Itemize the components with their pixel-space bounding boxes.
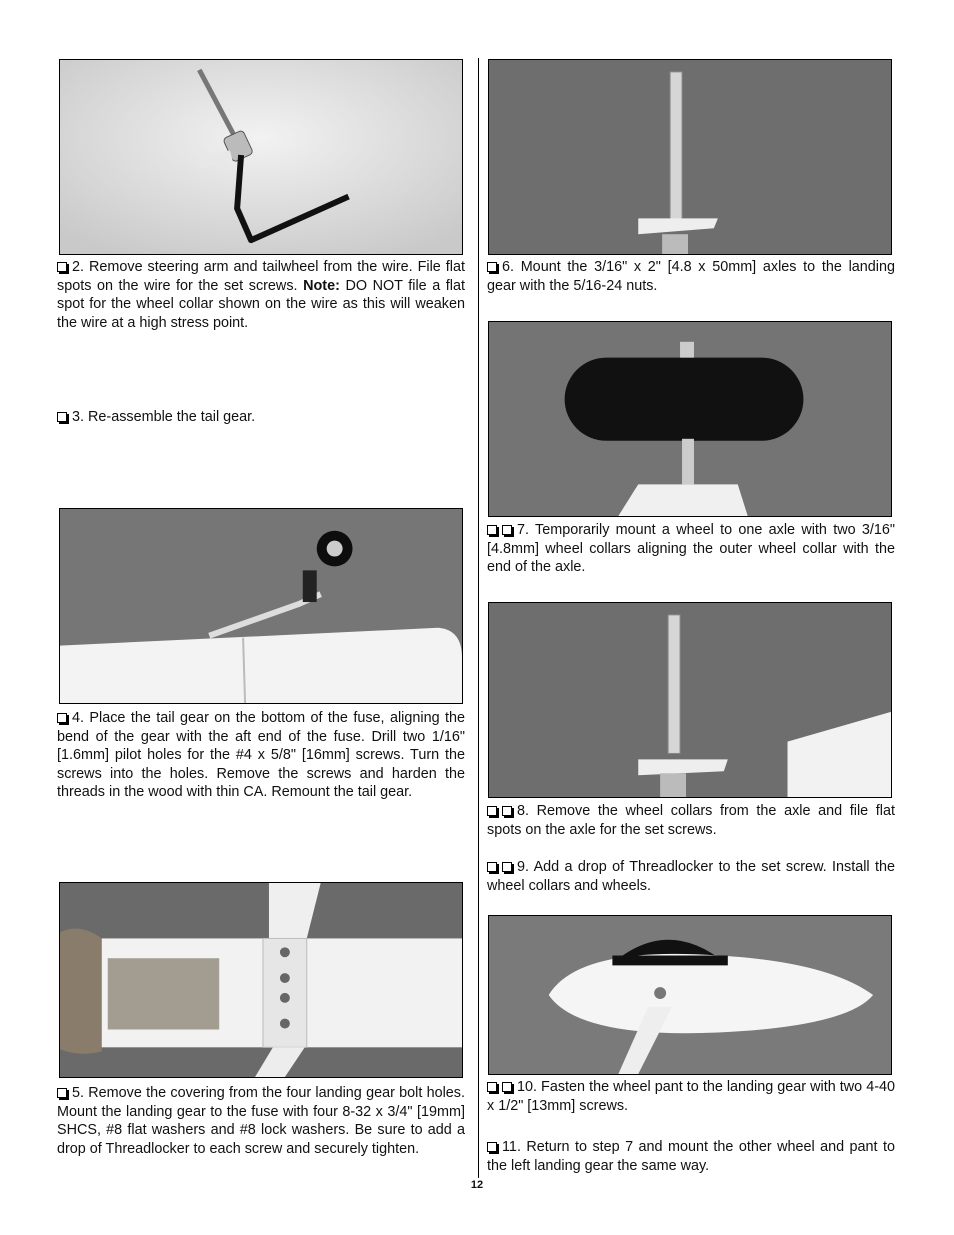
step-5-text: 5. Remove the covering from the four landing gear bolt holes. Mount the landing gear to the fuse with four 8-32 x 3/4" [19mm] SHCS, #8 flat washers and #8 lock washers. Be sure to add a drop of Threadlocker to each screw and securely tighten. [57,1085,465,1157]
checkbox[interactable] [57,1088,67,1098]
step-4-text: 4. Place the tail gear on the bottom of the fuse, aligning the bend of the gear with the aft end of the fuse. Drill two 1/16" [1.6mm] pilot holes for the #4 x 5/8" [16mm] screws. Turn the screws into the holes. Remove the screws and harden the threads in the wood with thin CA. Remount the tail gear. [57,710,465,800]
checkbox[interactable] [502,862,512,872]
checkbox[interactable] [487,862,497,872]
step-9-text: 9. Add a drop of Threadlocker to the set screw. Install the wheel collars and wheels. [487,859,895,894]
checkbox[interactable] [487,525,497,535]
photo-wheel-pant [488,915,892,1075]
step-7-text: 7. Temporarily mount a wheel to one axle with two 3/16" [4.8mm] wheel collars aligning the outer wheel collar with the end of the axle. [487,522,895,575]
step-8-text: 8. Remove the wheel collars from the axle and file flat spots on the axle for the set screws. [487,803,895,838]
checkbox[interactable] [487,1142,497,1152]
checkbox[interactable] [57,412,67,422]
step-10-text: 10. Fasten the wheel pant to the landing gear with two 4-40 x 1/2" [13mm] screws. [487,1079,895,1114]
photo-wheel-on-axle [488,321,892,517]
step-2-text: 2. Remove steering arm and tailwheel from the wire. File flat spots on the wire for the set screws. Note: DO NOT file a flat spot for the wheel collar shown on the wire as this will weaken the wire at a high stress point. [57,259,466,331]
step-11-text: 11. Return to step 7 and mount the other wheel and pant to the left landing gear the same way. [487,1139,895,1174]
step-3-text: 3. Re-assemble the tail gear. [57,408,465,427]
column-divider [478,58,479,1178]
photo-landing-gear-fuse [59,882,463,1078]
photo-axle-mounted [488,59,892,255]
checkbox[interactable] [487,1082,497,1092]
checkbox[interactable] [57,262,67,272]
checkbox[interactable] [487,806,497,816]
page-number: 12 [470,1179,484,1191]
photo-tailgear-wire [59,59,463,255]
step-6-text: 6. Mount the 3/16" x 2" [4.8 x 50mm] axles to the landing gear with the 5/16-24 nuts. [487,259,895,294]
checkbox[interactable] [487,262,497,272]
checkbox[interactable] [502,806,512,816]
photo-axle-flat-spots [488,602,892,798]
checkbox[interactable] [57,713,67,723]
checkbox[interactable] [502,1082,512,1092]
photo-tailgear-mounted [59,508,463,704]
checkbox[interactable] [502,525,512,535]
